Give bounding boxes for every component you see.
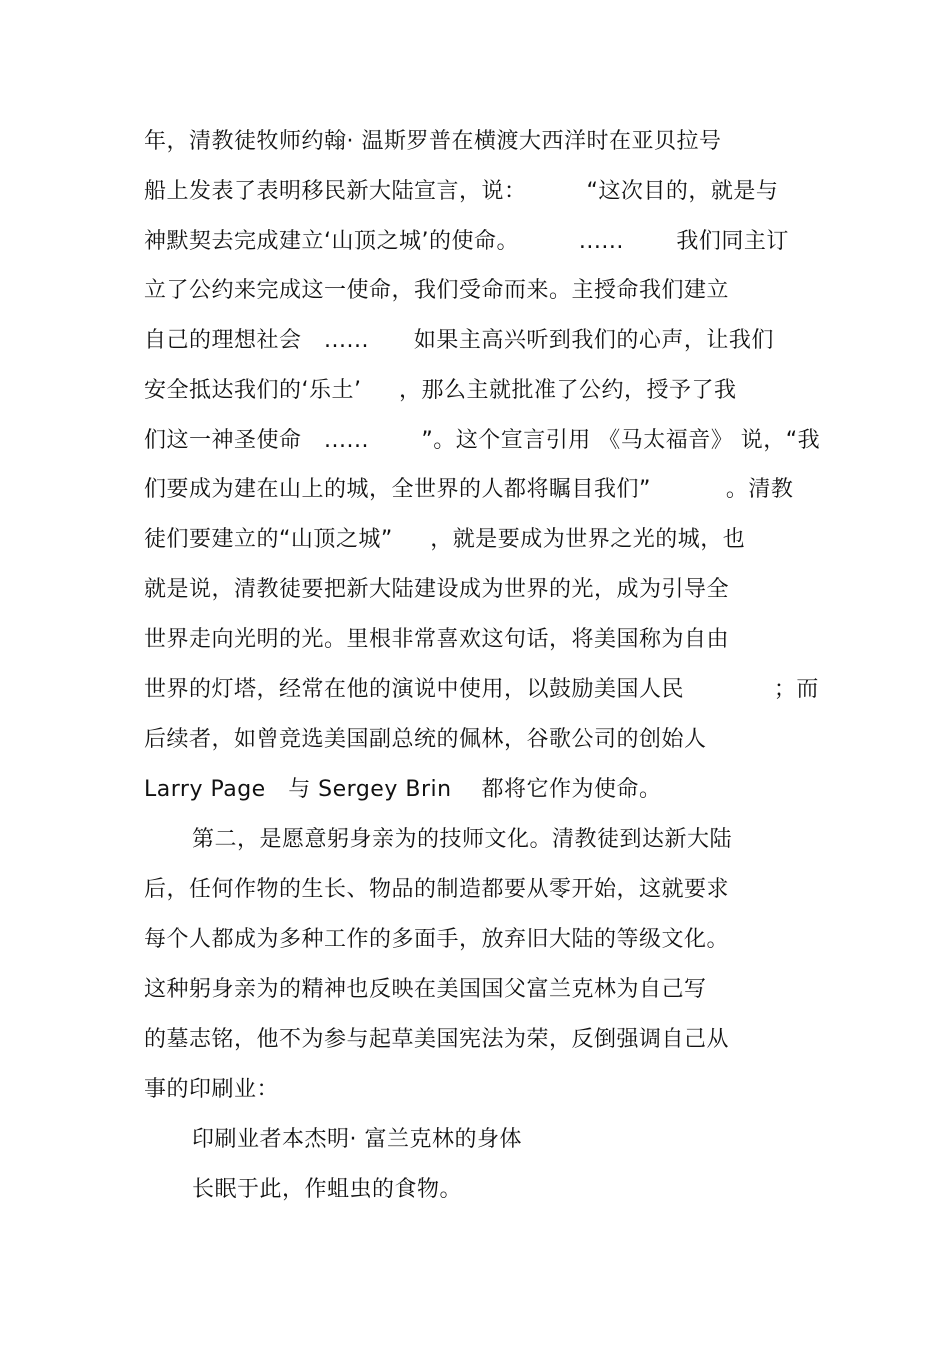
epitaph-line: 长眠于此，作蛆虫的食物。 bbox=[192, 1177, 463, 1202]
text-line: 世界的灯塔，经常在他的演说中使用，以鼓励美国人民 ；而 bbox=[144, 677, 819, 702]
text-line: 就是说，清教徒要把新大陆建设成为世界的光，成为引导全 bbox=[144, 577, 730, 602]
text-line: 世界走向光明的光。里根非常喜欢这句话，将美国称为自由 bbox=[144, 627, 730, 652]
text-line: 神默契去完成建立‘山顶之城’的使命。 ...... 我们同主订 bbox=[144, 229, 789, 254]
text-line: 们这一神圣使命 ...... ”。这个宣言引用 《马太福音》 说，“我 bbox=[144, 428, 821, 453]
text-line: 事的印刷业： bbox=[144, 1077, 280, 1102]
text-line: 后续者，如曾竞选美国副总统的佩林，谷歌公司的创始人 bbox=[144, 727, 707, 752]
text-line: 自己的理想社会 ...... 如果主高兴听到我们的心声，让我们 bbox=[144, 328, 774, 353]
text-line: 的墓志铭，他不为参与起草美国宪法为荣，反倒强调自己从 bbox=[144, 1027, 730, 1052]
text-line: 后，任何作物的生长、物品的制造都要从零开始，这就要求 bbox=[144, 877, 730, 902]
paragraph-start-line: 第二，是愿意躬身亲为的技师文化。清教徒到达新大陆 bbox=[192, 827, 733, 852]
text-line: 立了公约来完成这一使命，我们受命而来。主授命我们建立 bbox=[144, 278, 730, 303]
text-line: 船上发表了表明移民新大陆宣言，说： “这次目的，就是与 bbox=[144, 179, 779, 204]
text-line: 徒们要建立的“山顶之城” ，就是要成为世界之光的城，也 bbox=[144, 527, 746, 552]
text-line: 每个人都成为多种工作的多面手，放弃旧大陆的等级文化。 bbox=[144, 927, 730, 952]
text-line: 们要成为建在山上的城，全世界的人都将瞩目我们” 。清教 bbox=[144, 477, 794, 502]
epitaph-line: 印刷业者本杰明· 富兰克林的身体 bbox=[192, 1127, 522, 1152]
text-line: 年，清教徒牧师约翰· 温斯罗普在横渡大西洋时在亚贝拉号 bbox=[144, 129, 722, 154]
text-line: Larry Page 与 Sergey Brin 都将它作为使命。 bbox=[144, 777, 662, 802]
text-line: 这种躬身亲为的精神也反映在美国国父富兰克林为自己写 bbox=[144, 977, 707, 1002]
text-line: 安全抵达我们的‘乐土’ ，那么主就批准了公约，授予了我 bbox=[144, 378, 737, 403]
